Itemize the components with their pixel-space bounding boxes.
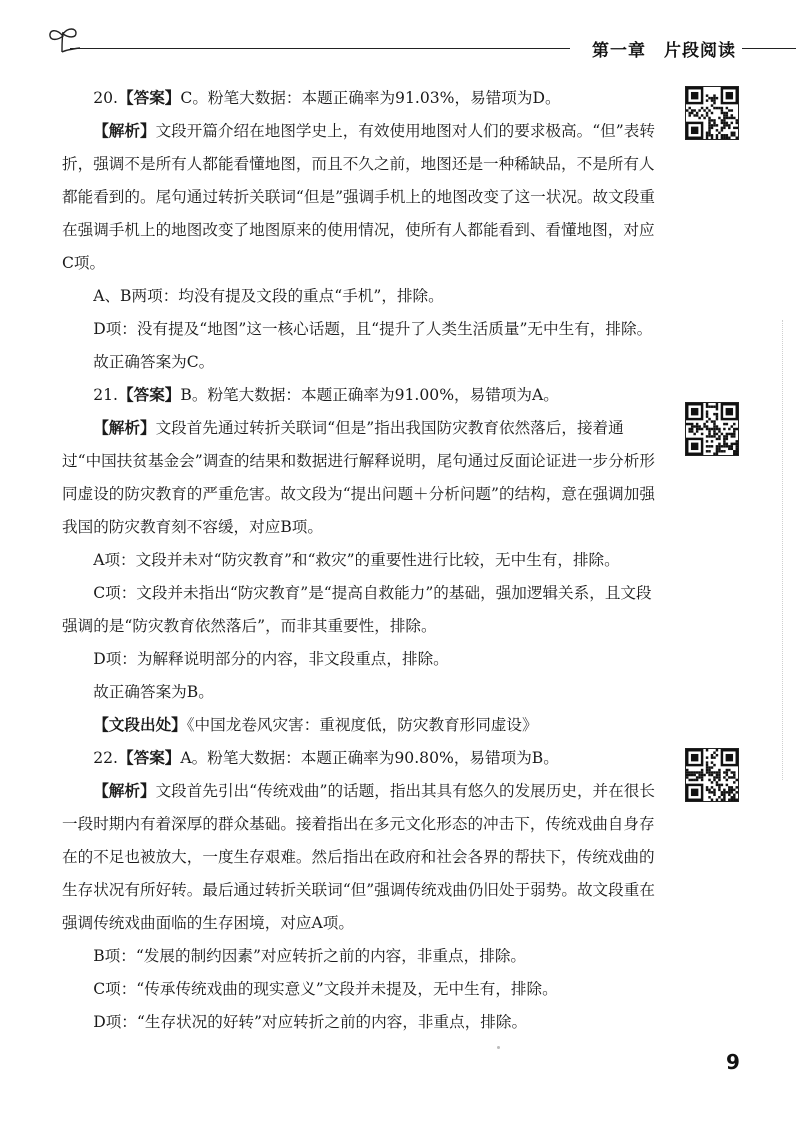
source-tag: 【文段出处】 [93,716,187,734]
option-explanation: D项：没有提及“地图”这一核心话题，且“提升了人类生活质量”无中生有，排除。 [93,320,653,338]
analysis-20 [62,115,660,280]
analysis-22 [62,775,660,940]
answer-text: A。粉笔大数据：本题正确率为90.80%，易错项为B。 [180,749,559,767]
sprout-logo-icon [46,24,80,54]
chapter-title [592,36,736,61]
option-explanation: C项：“传承传统戏曲的现实意义”文段并未提及，无中生有，排除。 [93,980,558,998]
header-rule-left [70,48,570,49]
conclusion-20: 故正确答案为C。 [93,353,215,371]
question-number: 21. [93,386,118,404]
analysis-tag: 【解析】 [93,122,156,140]
answer-tag: 【答案】 [118,89,181,107]
answer-text: B。粉笔大数据：本题正确率为91.00%，易错项为A。 [180,386,559,404]
page-header [0,0,800,70]
source-21 [62,709,660,742]
option-explanation: D项：为解释说明部分的内容，非文段重点，排除。 [93,650,449,668]
page-number: 9 [726,1050,740,1074]
option-explanation: B项：“发展的制约因素”对应转折之前的内容，非重点，排除。 [93,947,527,965]
qr-code-icon[interactable] [685,402,739,456]
header-rule-right [742,48,796,49]
option-explanation: A、B两项：均没有提及文段的重点“手机”，排除。 [93,287,444,305]
scan-speck [497,1046,500,1049]
answer-line-20 [62,82,660,115]
answer-line-22 [62,742,660,775]
option-explanation: D项：“生存状况的好转”对应转折之前的内容，非重点，排除。 [93,1013,528,1031]
analysis-tag: 【解析】 [93,782,156,800]
section-name: 片段阅读 [664,41,736,61]
analysis-tag: 【解析】 [93,419,156,437]
analysis-21 [62,412,660,544]
answer-tag: 【答案】 [118,386,181,404]
source-text: 《中国龙卷风灾害：重视度低，防灾教育形同虚设》 [186,716,538,734]
option-explanation: C项：文段并未指出“防灾教育”是“提高自救能力”的基础，强加逻辑关系，且文段强调的是“防灾教育依然落后”，而非其重要性，排除。 [62,584,652,635]
qr-code-icon[interactable] [685,748,739,802]
analysis-text: 文段开篇介绍在地图学史上，有效使用地图对人们的要求极高。“但”表转折，强调不是所有人都能看懂地图，而且不久之前，地图还是一种稀缺品，不是所有人都能看到的。尾句通过转折关联词“但是”强调手机上的地图改变了这一状况。故文段重在强调手机上的地图改变了地图原来的使用情况，使所有人都能看到、看懂地图，对应C项。 [62,122,655,272]
question-number: 22. [93,749,118,767]
answer-tag: 【答案】 [118,749,181,767]
answer-text: C。粉笔大数据：本题正确率为91.03%，易错项为D。 [180,89,561,107]
analysis-text: 文段首先通过转折关联词“但是”指出我国防灾教育依然落后，接着通过“中国扶贫基金会”调查的结果和数据进行解释说明，尾句通过反面论证进一步分析形同虚设的防灾教育的严重危害。故文段为“提出问题＋分析问题”的结构，意在强调加强我国的防灾教育刻不容缓，对应B项。 [62,419,655,536]
chapter-number: 第一章 [592,41,646,61]
answer-content [62,82,660,1039]
conclusion-21: 故正确答案为B。 [93,683,214,701]
margin-guide [782,320,783,780]
qr-code-icon[interactable] [685,86,739,140]
question-number: 20. [93,89,118,107]
option-explanation: A项：文段并未对“防灾教育”和“救灾”的重要性进行比较，无中生有，排除。 [93,551,620,569]
analysis-text: 文段首先引出“传统戏曲”的话题，指出其具有悠久的发展历史，并在很长一段时期内有着深厚的群众基础。接着指出在多元文化形态的冲击下，传统戏曲自身存在的不足也被放大，一度生存艰难。然后指出在政府和社会各界的帮扶下，传统戏曲的生存状况有所好转。最后通过转折关联词“但”强调传统戏曲仍旧处于弱势。故文段重在强调传统戏曲面临的生存困境，对应A项。 [62,782,655,932]
answer-line-21 [62,379,660,412]
